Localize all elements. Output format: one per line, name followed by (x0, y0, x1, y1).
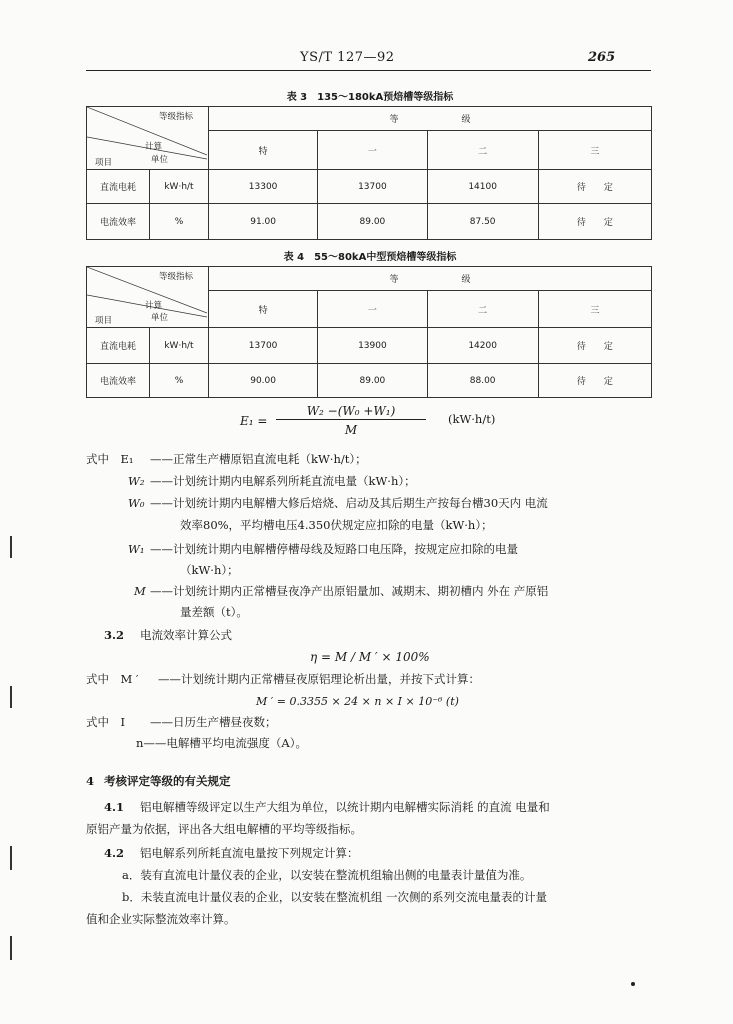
table3-diag-calc: 计算 (145, 142, 163, 152)
table4-grade-3: 三 (538, 291, 651, 328)
def-text: ——计划统计期内电解槽停槽母线及短路口电压降，按规定应扣除的电量 (150, 542, 518, 556)
table3-diag-item: 项目 (95, 158, 113, 168)
def-sym: 式中 I (86, 715, 126, 729)
table4-row-unit: % (149, 364, 208, 398)
table3-cell: 87.50 (427, 204, 538, 240)
table4-row-item: 电流效率 (87, 364, 150, 398)
table3-cell: 13700 (318, 170, 427, 204)
table3-row-unit: % (149, 204, 208, 240)
table3-grade-special: 特 (208, 131, 317, 170)
formula-e1-denominator: M (344, 423, 358, 437)
para-4-2-number: 4.2 (104, 846, 125, 860)
formula-e1-unit: (kW·h/t) (448, 412, 496, 426)
def-sym: M (134, 584, 146, 598)
def-text: ——计划统计期内电解槽大修后焙烧、启动及其后期生产按每台槽30天内 电流 (150, 496, 548, 510)
table4 (86, 266, 652, 398)
table4-row-unit: kW·h/t (149, 328, 208, 364)
table4-cell: 待 定 (538, 328, 651, 364)
def-text-cont: 效率80%，平均槽电压4.350伏规定应扣除的电量（kW·h）； (180, 518, 493, 532)
table3-cell: 91.00 (208, 204, 317, 240)
table3-grade-3: 三 (538, 131, 651, 170)
def-text: ——日历生产槽昼夜数； (150, 715, 277, 729)
header-rule (86, 70, 651, 71)
table4-diag-calc: 计算 (145, 301, 163, 311)
table4-grade-special: 特 (208, 291, 317, 328)
def-text: ——计划统计期内正常槽昼夜净产出原铝量加、减期末、期初槽内 外在 产原铝 (150, 584, 549, 598)
def-sym: W₁ (128, 542, 145, 556)
para-4-1-line1: 铝电解槽等级评定以生产大组为单位，以统计期内电解槽实际消耗 的直流 电量和 (140, 800, 550, 814)
scan-dot (631, 982, 635, 986)
def-text: ——计划统计期内电解系列所耗直流电量（kW·h）； (150, 474, 416, 488)
table3-diag-unit: 单位 (151, 155, 169, 165)
table4-cell: 待 定 (538, 364, 651, 398)
def-text-cont: （kW·h）； (180, 563, 239, 577)
table3-grade-2: 二 (427, 131, 538, 170)
table4-diag-grade: 等级指标 (159, 272, 194, 282)
table3-row-item: 电流效率 (87, 204, 150, 240)
para-4-2-b-line2: 值和企业实际整流效率计算。 (86, 912, 236, 926)
table3-cell: 89.00 (318, 204, 427, 240)
def-text: n——电解槽平均电流强度（A）。 (136, 736, 307, 750)
table4-grade-1: 一 (318, 291, 427, 328)
table3-cell: 13300 (208, 170, 317, 204)
para-4-2-a: a．装有直流电计量仪表的企业，以安装在整流机组输出侧的电量表计量值为准。 (122, 868, 532, 882)
scan-mark (10, 686, 12, 708)
def-sym: W₀ (128, 496, 145, 510)
scan-mark (10, 536, 12, 558)
para-4-2-text: 铝电解系列所耗直流电量按下列规定计算： (140, 846, 359, 860)
table3-row-unit: kW·h/t (149, 170, 208, 204)
table3-grade-1: 一 (318, 131, 427, 170)
def-text: ——计划统计期内正常槽昼夜原铝理论析出量，并按下式计算： (158, 672, 480, 686)
table4-row-item: 直流电耗 (87, 328, 150, 364)
para-4-1-number: 4.1 (104, 800, 125, 814)
section-3-2-title: 电流效率计算公式 (140, 628, 232, 642)
para-4-2-b-line1: b．未装直流电计量仪表的企业，以安装在整流机组 一次侧的系列交流电量表的计量 (122, 890, 548, 904)
table3-diagonal-header (87, 107, 209, 170)
table3-diag-grade: 等级指标 (159, 112, 194, 122)
table4-grade-2: 二 (427, 291, 538, 328)
formula-efficiency: η = M / M ′ × 100% (310, 650, 430, 664)
table4-diag-item: 项目 (95, 316, 113, 326)
table3-grade-group: 等 级 (208, 107, 651, 131)
table4-cell: 13900 (318, 328, 427, 364)
def-sym: W₂ (128, 474, 145, 488)
table4-grade-group: 等 级 (208, 267, 651, 291)
formula-e1-lhs: E₁ = (240, 414, 268, 428)
table3 (86, 106, 652, 240)
para-4-1-line2: 原铝产量为依据，评出各大组电解槽的平均等级指标。 (86, 822, 362, 836)
section-4-title: 考核评定等级的有关规定 (104, 774, 231, 788)
table4-cell: 13700 (208, 328, 317, 364)
scan-mark (10, 846, 12, 870)
table3-cell: 14100 (427, 170, 538, 204)
def-text-cont: 量差额（t）。 (180, 605, 248, 619)
table3-caption: 表 3 135～180kA预焙槽等级指标 (286, 92, 454, 103)
def-sym: 式中 E₁ (86, 452, 134, 466)
page-number: 265 (588, 50, 616, 65)
document-code: YS/T 127—92 (300, 50, 395, 65)
def-text: ——正常生产槽原铝直流电耗（kW·h/t）； (150, 452, 367, 466)
section-3-2-number: 3.2 (104, 628, 125, 642)
table4-diagonal-header (87, 267, 209, 328)
table4-cell: 90.00 (208, 364, 317, 398)
table3-row-item: 直流电耗 (87, 170, 150, 204)
table3-cell: 待 定 (538, 170, 651, 204)
table3-cell: 待 定 (538, 204, 651, 240)
section-4-number: 4 (86, 774, 95, 788)
table4-diag-unit: 单位 (151, 313, 169, 323)
scan-mark (10, 936, 12, 960)
table4-cell: 88.00 (427, 364, 538, 398)
formula-e1-numerator: W₂ −(W₀ +W₁) (276, 404, 426, 420)
formula-theoretical-output: M ′ = 0.3355 × 24 × n × I × 10⁻⁶ (t) (256, 695, 459, 708)
table4-cell: 89.00 (318, 364, 427, 398)
table4-caption: 表 4 55～80kA中型预焙槽等级指标 (283, 252, 457, 263)
table4-cell: 14200 (427, 328, 538, 364)
def-sym: 式中 M ′ (86, 672, 139, 686)
